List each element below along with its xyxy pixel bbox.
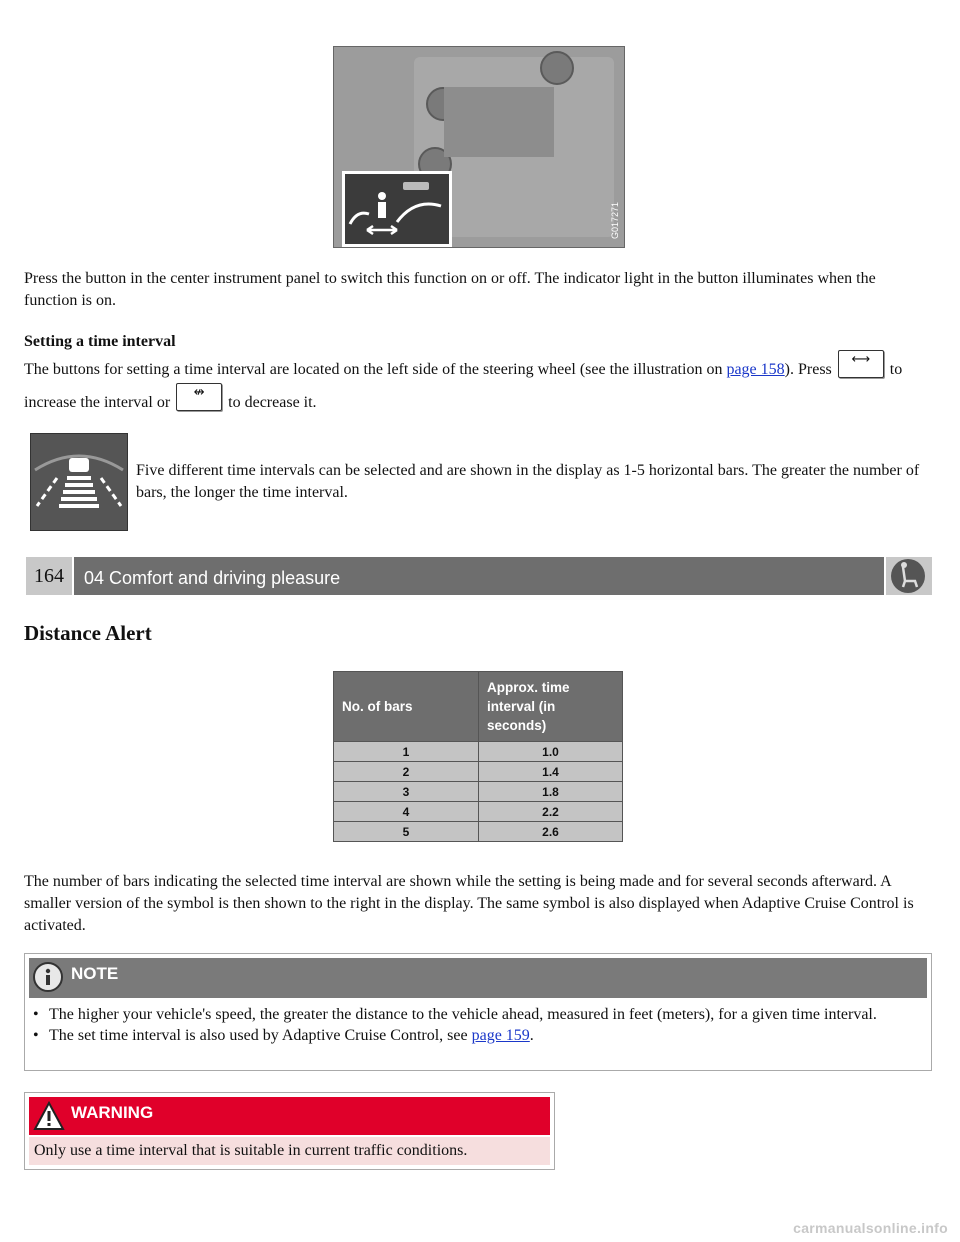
note-item-text: The set time interval is also used by Adaptive Cruise Control, see (49, 1027, 472, 1044)
info-icon (33, 962, 63, 992)
interval-heading-text: Setting a time interval (24, 333, 176, 350)
increase-interval-button-icon: ⟷ (838, 350, 884, 378)
list-item (33, 1004, 923, 1025)
column-header: Approx. time interval (in seconds) (479, 672, 623, 742)
table-header-row (334, 672, 623, 742)
interval-text: ). Press (784, 361, 836, 378)
table-cell: 2.2 (479, 802, 623, 822)
time-interval-table (333, 671, 623, 842)
table-cell: 3 (334, 782, 479, 802)
console-button-grid (444, 87, 554, 157)
time-interval-bars-illustration (30, 433, 128, 531)
note-list (33, 1004, 923, 1046)
page-159-link[interactable]: page 159 (471, 1027, 530, 1044)
table-cell: 5 (334, 822, 479, 842)
note-box (24, 953, 932, 1071)
table-row (334, 762, 623, 782)
note-label: NOTE (71, 964, 119, 983)
note-header (29, 958, 927, 998)
intro-paragraph: Press the button in the center instrument panel to switch this function on or off. The indicator light in the button illuminates when the function is on. (24, 270, 876, 309)
seat-icon (891, 559, 925, 593)
distance-alert-button-inset (342, 171, 452, 247)
column-header: No. of bars (334, 672, 479, 742)
table-cell: 1.8 (479, 782, 623, 802)
table-row (334, 782, 623, 802)
table-cell: 1 (334, 742, 479, 762)
table-row (334, 742, 623, 762)
list-item (33, 1025, 923, 1046)
interval-text: The buttons for setting a time interval are located on the left side of the steering wheel (see the illustration on (24, 361, 727, 378)
chapter-icon-box (886, 557, 932, 595)
interval-heading (24, 331, 924, 353)
center-console-illustration (333, 46, 625, 248)
interval-text: to decrease it. (224, 394, 317, 411)
page-158-link[interactable]: page 158 (726, 361, 785, 378)
table-cell: 2 (334, 762, 479, 782)
table-cell: 1.0 (479, 742, 623, 762)
chapter-title: 04 Comfort and driving pleasure (74, 557, 884, 595)
distance-alert-icon (345, 174, 449, 244)
warning-triangle-icon (33, 1101, 65, 1131)
time-interval-bars-icon (31, 434, 127, 530)
symbol-paragraph: The number of bars indicating the selected time interval are shown while the setting is being made and for several seconds afterward. A smaller version of the symbol is then shown to the right in the display. The same symbol is also displayed when Adaptive Cruise Control is activated. (24, 873, 914, 934)
section-title: Distance Alert (24, 621, 152, 645)
note-item-text: . (529, 1027, 534, 1044)
warning-box (24, 1092, 555, 1170)
warning-text: Only use a time interval that is suitable in current traffic conditions. (29, 1137, 550, 1165)
table-row (334, 802, 623, 822)
bars-paragraph: Five different time intervals can be selected and are shown in the display as 1-5 horizontal bars. The greater the number of bars, the longer the time interval. (136, 462, 920, 501)
interval-paragraph (24, 353, 924, 419)
page-number: 164 (26, 557, 72, 595)
table-cell: 1.4 (479, 762, 623, 782)
console-knob (540, 51, 574, 85)
table-row (334, 822, 623, 842)
note-item-text: The higher your vehicle's speed, the greater the distance to the vehicle ahead, measured in feet (meters), for a given time interval. (49, 1006, 877, 1023)
warning-header (29, 1097, 550, 1135)
warning-label: WARNING (71, 1103, 154, 1122)
figure-code: G017271 (610, 201, 620, 239)
interval-text: to increase the interval or (24, 361, 903, 411)
decrease-interval-button-icon: ↮ (176, 383, 222, 411)
table-cell: 2.6 (479, 822, 623, 842)
table-cell: 4 (334, 802, 479, 822)
watermark: carmanualsonline.info (793, 1220, 948, 1236)
